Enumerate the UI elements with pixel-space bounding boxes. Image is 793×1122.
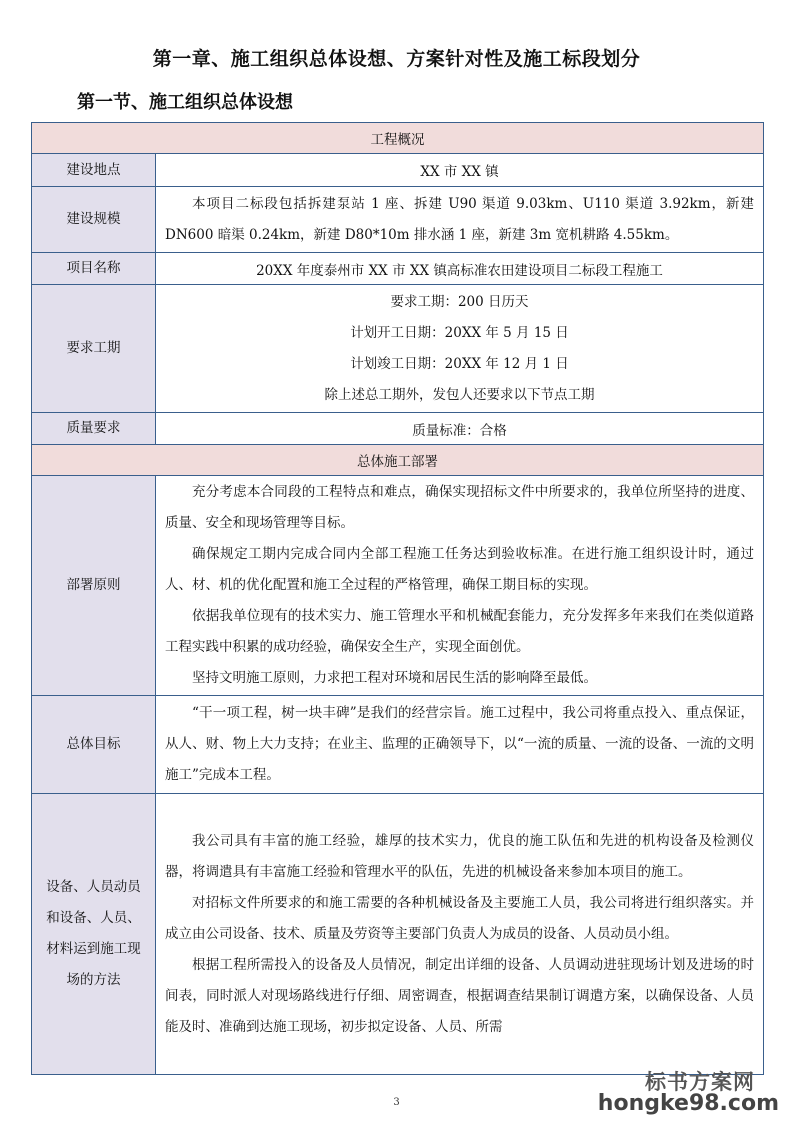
period-line: 计划竣工日期：20XX 年 12 月 1 日 — [350, 355, 569, 372]
period-row — [32, 285, 764, 413]
location-label: 建设地点 — [32, 154, 156, 187]
period-line: 除上述总工期外，发包人还要求以下节点工期 — [324, 386, 595, 403]
paragraph: 坚持文明施工原则，力求把工程对环境和居民生活的影响降至最低。 — [192, 670, 597, 686]
paragraph: 充分考虑本合同段的工程特点和难点，确保实现招标文件中所要求的，我单位所坚持的进度、质量、安全和现场管理等目标。 — [165, 484, 754, 531]
overview-header: 工程概况 — [32, 123, 764, 154]
method-text — [156, 794, 764, 1075]
watermark-url: hongke98.com — [597, 1091, 779, 1116]
period-line: 要求工期：200 日历天 — [390, 293, 529, 310]
deployment-header-row — [32, 445, 764, 476]
goal-label: 总体目标 — [32, 696, 156, 794]
goal-text — [156, 696, 764, 794]
period-label: 要求工期 — [32, 285, 156, 413]
scale-label: 建设规模 — [32, 187, 156, 253]
deployment-header: 总体施工部署 — [32, 445, 764, 476]
paragraph: 对招标文件所要求的和施工需要的各种机械设备及主要施工人员，我公司将进行组织落实。并成立由公司设备、技术、质量及劳资等主要部门负责人为成员的设备、人员动员小组。 — [165, 894, 754, 942]
location-row — [32, 154, 764, 187]
quality-label: 质量要求 — [32, 413, 156, 445]
scale-row — [32, 187, 764, 253]
paragraph: 我公司具有丰富的施工经验，雄厚的技术实力，优良的施工队伍和先进的机构设备及检测仪器，将调遣具有丰富施工经验和管理水平的队伍，先进的机械设备来参加本项目的施工。 — [165, 832, 754, 880]
name-value: 20XX 年度泰州市 XX 市 XX 镇高标准农田建设项目二标段工程施工 — [156, 253, 764, 285]
scale-value: 本项目二标段包括拆建泵站 1 座、拆建 U90 渠道 9.03km、U110 渠道 3.92km，新建 DN600 暗渠 0.24km，新建 D80*10m 排水涵 1 座，新建 3m 宽机耕路 4.55km。 — [156, 187, 764, 253]
overview-header-row — [32, 123, 764, 154]
page-number: 3 — [393, 1097, 400, 1108]
name-row — [32, 253, 764, 285]
name-label: 项目名称 — [32, 253, 156, 285]
period-line: 计划开工日期：20XX 年 5 月 15 日 — [350, 324, 569, 341]
paragraph: “干一项工程，树一块丰碑”是我们的经营宗旨。施工过程中，我公司将重点投入、重点保证，从人、财、物上大力支持；在业主、监理的正确领导下，以“一流的质量、一流的设备、一流的文明施工”完成本工程。 — [165, 705, 754, 783]
goal-row — [32, 696, 764, 794]
quality-row — [32, 413, 764, 445]
period-value — [156, 285, 764, 413]
paragraph: 根据工程所需投入的设备及人员情况，制定出详细的设备、人员调动进驻现场计划及进场的时间表，同时派人对现场路线进行仔细、周密调查，根据调查结果制订调遣方案，以确保设备、人员能及时、准确到达施工现场，初步拟定设备、人员、所需 — [165, 956, 754, 1035]
overview-table — [31, 122, 764, 1075]
quality-value: 质量标准：合格 — [156, 413, 764, 445]
method-label: 设备、人员动员和设备、人员、材料运到施工现场的方法 — [32, 794, 156, 1075]
paragraph: 确保规定工期内完成合同内全部工程施工任务达到验收标准。在进行施工组织设计时，通过人、材、机的优化配置和施工全过程的严格管理，确保工期目标的实现。 — [165, 546, 754, 593]
principle-label: 部署原则 — [32, 476, 156, 696]
paragraph: 依据我单位现有的技术实力、施工管理水平和机械配套能力，充分发挥多年来我们在类似道路工程实践中积累的成功经验，确保安全生产，实现全面创优。 — [165, 608, 754, 655]
location-value: XX 市 XX 镇 — [156, 154, 764, 187]
method-row — [32, 794, 764, 1075]
principle-row — [32, 476, 764, 696]
section-title: 第一节、施工组织总体设想 — [77, 92, 293, 113]
watermark-title: 标书方案网 — [645, 1070, 755, 1094]
chapter-title: 第一章、施工组织总体设想、方案针对性及施工标段划分 — [152, 48, 641, 70]
principle-text — [156, 476, 764, 696]
